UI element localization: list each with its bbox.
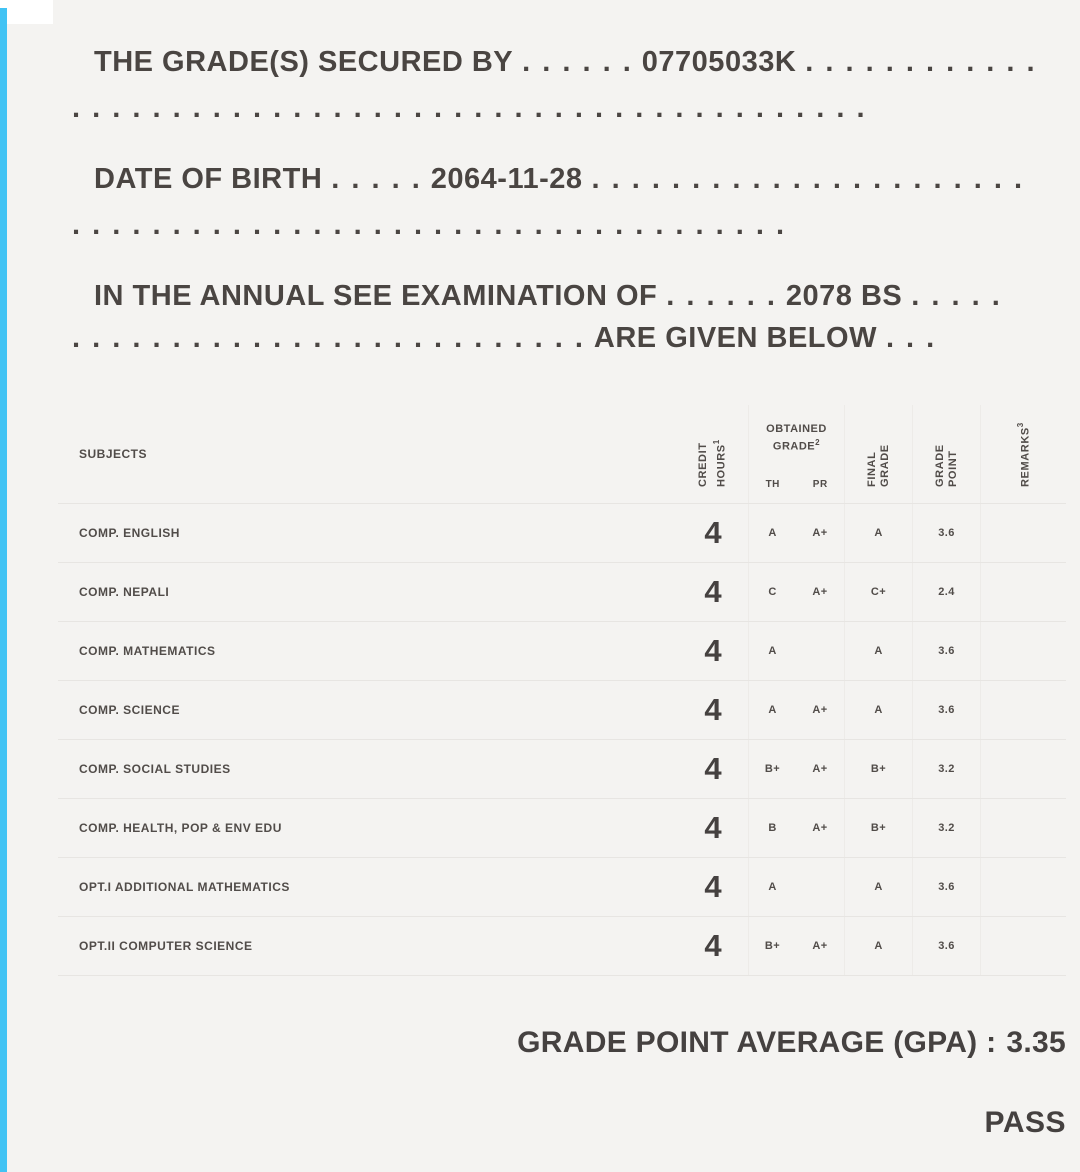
final-grade: C+ bbox=[844, 563, 912, 621]
grade-point: 3.6 bbox=[912, 858, 980, 916]
remarks-value bbox=[980, 799, 1066, 857]
remarks-value bbox=[980, 740, 1066, 798]
table-row bbox=[58, 798, 1066, 857]
grade-point: 3.6 bbox=[912, 622, 980, 680]
table-header-row bbox=[58, 405, 1066, 503]
dotted-leader-line: . . . . . . . . . . . . . . . . . . . . . . . . . . . . . . . . . . . . . . . . bbox=[72, 92, 867, 124]
grades-table bbox=[58, 405, 1066, 976]
final-grade: A bbox=[844, 858, 912, 916]
pr-grade: A+ bbox=[812, 586, 828, 598]
candidate-id: 07705033K bbox=[641, 46, 797, 78]
column-header-subjects: SUBJECTS bbox=[79, 447, 148, 461]
remarks-value bbox=[980, 858, 1066, 916]
credit-hours-value: 4 bbox=[704, 869, 722, 904]
subject-name: OPT.II COMPUTER SCIENCE bbox=[79, 939, 253, 953]
table-row bbox=[58, 857, 1066, 916]
credit-hours-value: 4 bbox=[704, 751, 722, 786]
credit-hours-value: 4 bbox=[704, 810, 722, 845]
table-row bbox=[58, 503, 1066, 562]
grades-secured-label: THE GRADE(S) SECURED BY bbox=[94, 46, 514, 78]
date-of-birth-label: DATE OF BIRTH bbox=[94, 163, 323, 195]
th-grade: B+ bbox=[748, 740, 796, 798]
credit-hours-value: 4 bbox=[704, 574, 722, 609]
dotted-leader-line: . . . . . . . . . . . . . . . . . . . . . . . . . . . . . . . . . . . . bbox=[72, 209, 787, 241]
are-given-below-label: ARE GIVEN BELOW bbox=[593, 322, 877, 354]
table-row bbox=[58, 916, 1066, 975]
remarks-value bbox=[980, 917, 1066, 975]
table-row bbox=[58, 562, 1066, 621]
pr-grade: A+ bbox=[812, 763, 828, 775]
th-grade: B bbox=[748, 799, 796, 857]
column-header-pr: PR bbox=[812, 479, 828, 490]
credit-hours-value: 4 bbox=[704, 515, 722, 550]
grades-secured-line bbox=[72, 46, 1066, 79]
credit-hours-value: 4 bbox=[704, 633, 722, 668]
date-of-birth-line bbox=[72, 163, 1066, 196]
are-given-below-line bbox=[72, 322, 1066, 355]
remarks-value bbox=[980, 563, 1066, 621]
pr-grade: A+ bbox=[812, 704, 828, 716]
final-grade: A bbox=[844, 504, 912, 562]
gpa-label: GRADE POINT AVERAGE (GPA) : bbox=[517, 1026, 997, 1059]
th-grade: A bbox=[748, 622, 796, 680]
credit-hours-value: 4 bbox=[704, 692, 722, 727]
th-grade: B+ bbox=[748, 917, 796, 975]
table-row bbox=[58, 739, 1066, 798]
final-grade: A bbox=[844, 681, 912, 739]
pr-grade bbox=[796, 622, 844, 680]
th-grade: A bbox=[748, 504, 796, 562]
dotted-leader: . . . bbox=[885, 322, 937, 354]
subject-name: COMP. HEALTH, POP & ENV EDU bbox=[79, 821, 282, 835]
result-status: PASS bbox=[984, 1106, 1066, 1139]
column-header-final-grade: FINAL GRADE bbox=[844, 405, 912, 503]
remarks-value bbox=[980, 504, 1066, 562]
dotted-leader: . . . . . . . . . . . . . . . . . . . . . . bbox=[591, 163, 1025, 195]
examination-label: IN THE ANNUAL SEE EXAMINATION OF bbox=[94, 280, 658, 312]
grade-point: 3.2 bbox=[912, 740, 980, 798]
column-header-remarks: REMARKS$^3$ bbox=[980, 405, 1066, 503]
table-body bbox=[58, 503, 1066, 976]
dotted-leader: . . . . . . bbox=[522, 46, 633, 78]
exam-year-value: 2078 BS bbox=[785, 280, 903, 312]
final-grade: B+ bbox=[844, 740, 912, 798]
result-line bbox=[72, 1106, 1066, 1140]
date-of-birth-value: 2064-11-28 bbox=[430, 163, 583, 195]
column-header-th: TH bbox=[765, 479, 780, 490]
final-grade: B+ bbox=[844, 799, 912, 857]
final-grade: A bbox=[844, 917, 912, 975]
subject-name: COMP. MATHEMATICS bbox=[79, 644, 216, 658]
final-grade: A bbox=[844, 622, 912, 680]
th-grade: A bbox=[748, 858, 796, 916]
remarks-value bbox=[980, 681, 1066, 739]
column-header-obtained-grade: OBTAINED GRADE$^2$ TH PR bbox=[748, 405, 844, 503]
subject-name: OPT.I ADDITIONAL MATHEMATICS bbox=[79, 880, 290, 894]
grade-point: 3.6 bbox=[912, 917, 980, 975]
remarks-value bbox=[980, 622, 1066, 680]
dotted-leader: . . . . . . . . . . . . . . . . . . . . . . . . . . bbox=[72, 322, 585, 354]
column-header-credit-hours: CREDIT HOURS$^1$ bbox=[697, 439, 728, 487]
pr-grade bbox=[796, 858, 844, 916]
grade-point: 3.2 bbox=[912, 799, 980, 857]
pr-grade: A+ bbox=[812, 940, 828, 952]
dotted-leader: . . . . . bbox=[911, 280, 1002, 312]
credit-hours-value: 4 bbox=[704, 928, 722, 963]
column-header-grade-point: GRADE POINT bbox=[912, 405, 980, 503]
subject-name: COMP. ENGLISH bbox=[79, 526, 180, 540]
dotted-leader: . . . . . . . . . . . . bbox=[805, 46, 1037, 78]
pr-grade: A+ bbox=[812, 822, 828, 834]
subject-name: COMP. NEPALI bbox=[79, 585, 170, 599]
subject-name: COMP. SOCIAL STUDIES bbox=[79, 762, 231, 776]
pr-grade: A+ bbox=[812, 527, 828, 539]
grade-point: 3.6 bbox=[912, 681, 980, 739]
table-row bbox=[58, 680, 1066, 739]
grade-point: 3.6 bbox=[912, 504, 980, 562]
subject-name: COMP. SCIENCE bbox=[79, 703, 180, 717]
th-grade: A bbox=[748, 681, 796, 739]
table-row bbox=[58, 621, 1066, 680]
grade-point: 2.4 bbox=[912, 563, 980, 621]
th-grade: C bbox=[748, 563, 796, 621]
dotted-leader: . . . . . bbox=[331, 163, 422, 195]
gpa-line bbox=[72, 1026, 1066, 1060]
dotted-leader: . . . . . . bbox=[666, 280, 777, 312]
examination-line bbox=[72, 280, 1066, 313]
gpa-value: 3.35 bbox=[1006, 1026, 1066, 1059]
